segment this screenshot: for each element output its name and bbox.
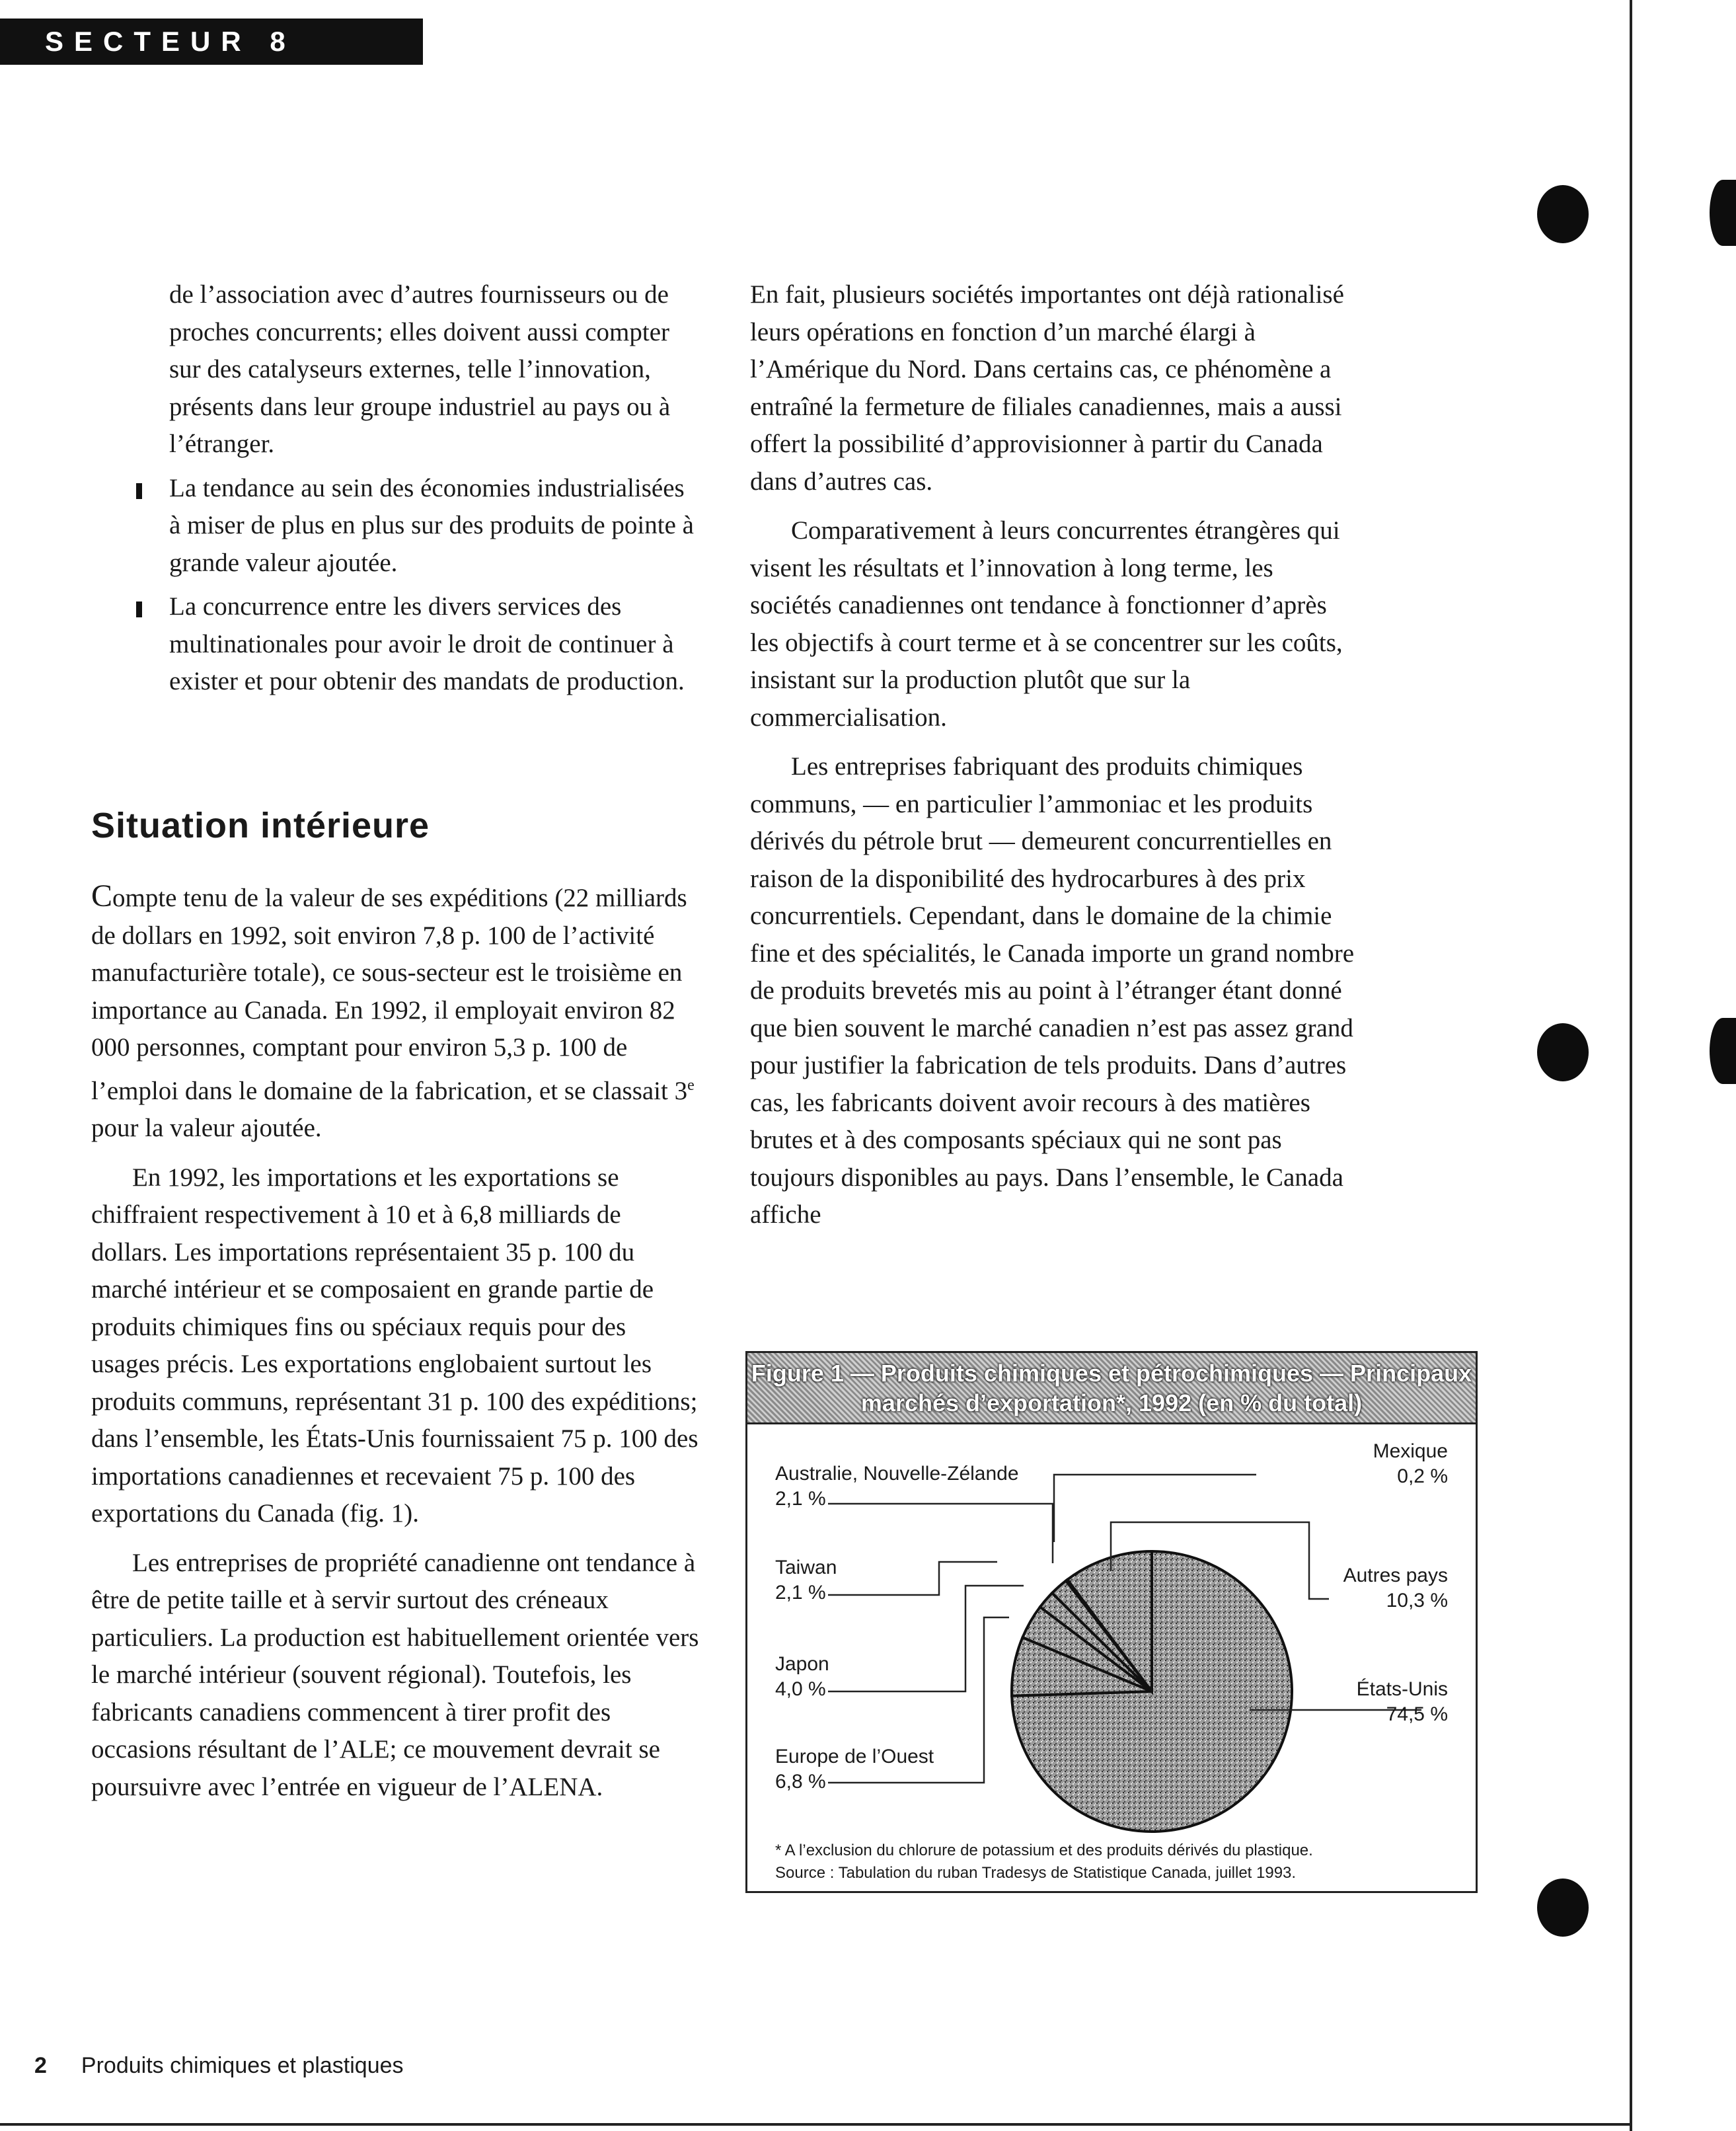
figure-source: Source : Tabulation du ruban Tradesys de Statistique Canada, juillet 1993. — [775, 1864, 1297, 1882]
slice-label-australie — [775, 1461, 1019, 1512]
slice-label-name: États-Unis — [1356, 1678, 1448, 1700]
slice-label-europe — [775, 1744, 934, 1795]
slice-label-name: Australie, Nouvelle-Zélande — [775, 1463, 1019, 1485]
slice-label-etats-unis — [1357, 1677, 1448, 1727]
slice-label-mexique — [1373, 1439, 1448, 1489]
figure-title-line: Figure 1 — Produits chimiques et pétrochimiques — Principaux — [751, 1360, 1472, 1387]
figure-1 — [745, 1351, 1478, 1893]
continuation-paragraph: de l’association avec d’autres fournisseurs ou de proches concurrents; elles doivent aussi compter sur des catalyseurs externes, telle l’innovation, présents dans leur groupe industriel au pays ou à l’étranger. — [169, 280, 671, 458]
page-edge-rule — [1630, 0, 1632, 2131]
paragraph — [91, 878, 699, 1147]
bullet-item — [91, 588, 699, 701]
slice-label-taiwan — [775, 1555, 837, 1606]
slice-label-autres-pays — [1343, 1563, 1448, 1613]
leader-line — [1054, 1475, 1256, 1542]
binder-hole-edge-icon — [1710, 180, 1736, 246]
slice-label-name: Europe de l’Ouest — [775, 1746, 934, 1767]
slice-label-name: Japon — [775, 1653, 829, 1675]
slice-label-value: 0,2 % — [1397, 1465, 1448, 1487]
bullet-text: La concurrence entre les divers services des multinationales pour avoir le droit de continuer à exister et pour obtenir des mandats de production. — [169, 592, 685, 695]
binder-hole-edge-icon — [1710, 1018, 1736, 1084]
dropcap: C — [91, 878, 113, 913]
binder-hole-icon — [1537, 185, 1589, 243]
paragraph: Les entreprises de propriété canadienne ont tendance à être de petite taille et à servir surtout des créneaux particuliers. La production est habituellement orientée vers le marché intérieur (souvent régional). Toutefois, les fabricants canadiens commencent à tirer profit des occasions résultant de l’ALE; ce mouvement devrait se poursuivre avec l’entrée en vigueur de l’ALENA. — [91, 1548, 699, 1801]
footer-title: Produits chimiques et plastiques — [81, 2053, 404, 2078]
figure-title-line: marchés d’exportation*, 1992 (en % du total) — [860, 1389, 1363, 1416]
bullet-text: La tendance au sein des économies industrialisées à miser de plus en plus sur des produits de pointe à grande valeur ajoutée. — [169, 473, 694, 577]
section-heading: Situation intérieure — [91, 806, 430, 845]
slice-label-name: Taiwan — [775, 1557, 837, 1578]
slice-label-value: 74,5 % — [1386, 1703, 1448, 1725]
bullet-icon — [136, 601, 142, 617]
slice-label-value: 10,3 % — [1386, 1590, 1448, 1611]
binder-hole-icon — [1537, 1023, 1589, 1081]
pie-chart — [747, 1353, 1476, 1895]
right-column — [750, 276, 1358, 1234]
paragraph-text: ompte tenu de la valeur de ses expéditions (22 milliards de dollars en 1992, soit environ 7,8 p. 100 de l’activité manufacturière totale), ce sous-secteur est le troisième en importance au Canada. En 1992, il employait environ 82 000 personnes, comptant pour environ 5,3 p. 100 de l’emploi dans le domaine de la fabrication, et se classait 3 — [91, 884, 688, 1105]
section-header: SECTEUR 8 — [0, 19, 423, 65]
slice-label-name: Mexique — [1373, 1440, 1448, 1462]
binder-hole-icon — [1537, 1879, 1589, 1937]
slice-label-value: 2,1 % — [775, 1582, 826, 1604]
paragraph-text: pour la valeur ajoutée. — [91, 1114, 322, 1142]
superscript: e — [687, 1076, 695, 1094]
bullet-item — [91, 470, 699, 582]
figure-footnote: * A l’exclusion du chlorure de potassium et des produits dérivés du plastique. — [775, 1841, 1313, 1859]
paragraph: En 1992, les importations et les exportations se chiffraient respectivement à 10 et à 6,8 milliards de dollars. Les importations représentaient 35 p. 100 du marché intérieur et se composaient en grande partie de produits chimiques fins ou spéciaux requis pour des usages précis. Les exportations englobaient surtout les produits communs, représentant 31 p. 100 des expéditions; dans l’ensemble, les États-Unis fournissaient 75 p. 100 des importations canadiennes et recevaient 75 p. 100 des exportations du Canada (fig. 1). — [91, 1163, 698, 1528]
bottom-rule — [0, 2123, 1630, 2126]
paragraph: Les entreprises fabriquant des produits chimiques communs, — en particulier l’ammoniac et les produits dérivés du pétrole brut — demeurent concurrentielles en raison de la disponibilité des hydrocarbures à des prix concurrentiels. Cependant, dans le domaine de la chimie fine et des spécialités, le Canada importe un grand nombre de produits brevetés mis au point à l’étranger étant donné que bien souvent le marché canadien n’est pas assez grand pour justifier la fabrication de tels produits. Dans d’autres cas, les fabricants doivent avoir recours à des matières brutes et à des composants spéciaux qui ne sont pas toujours disponibles au pays. Dans l’ensemble, le Canada affiche — [750, 752, 1355, 1229]
leader-line — [828, 1504, 1053, 1563]
paragraph: Comparativement à leurs concurrentes étrangères qui visent les résultats et l’innovation à long terme, les sociétés canadiennes ont tendance à fonctionner d’après les objectifs à court terme et à se concentrer sur les coûts, insistant sur la production plutôt que sur la commercialisation. — [750, 516, 1343, 732]
page-number: 2 — [34, 2053, 47, 2078]
slice-label-name: Autres pays — [1343, 1565, 1448, 1586]
slice-label-value: 4,0 % — [775, 1678, 826, 1700]
slice-label-value: 6,8 % — [775, 1771, 826, 1793]
leader-line — [828, 1586, 1024, 1691]
page-footer — [34, 2053, 404, 2079]
slice-label-japon — [775, 1652, 829, 1702]
left-column-body — [91, 878, 699, 1806]
leader-line — [828, 1562, 997, 1595]
left-column-top — [91, 276, 699, 701]
paragraph: En fait, plusieurs sociétés importantes ont déjà rationalisé leurs opérations en fonction d’un marché élargi à l’Amérique du Nord. Dans certains cas, ce phénomène a entraîné la fermeture de filiales canadiennes, mais a aussi offert la possibilité d’approvisionner à partir du Canada dans d’autres cas. — [750, 280, 1344, 496]
slice-label-value: 2,1 % — [775, 1488, 826, 1510]
bullet-icon — [136, 483, 142, 499]
